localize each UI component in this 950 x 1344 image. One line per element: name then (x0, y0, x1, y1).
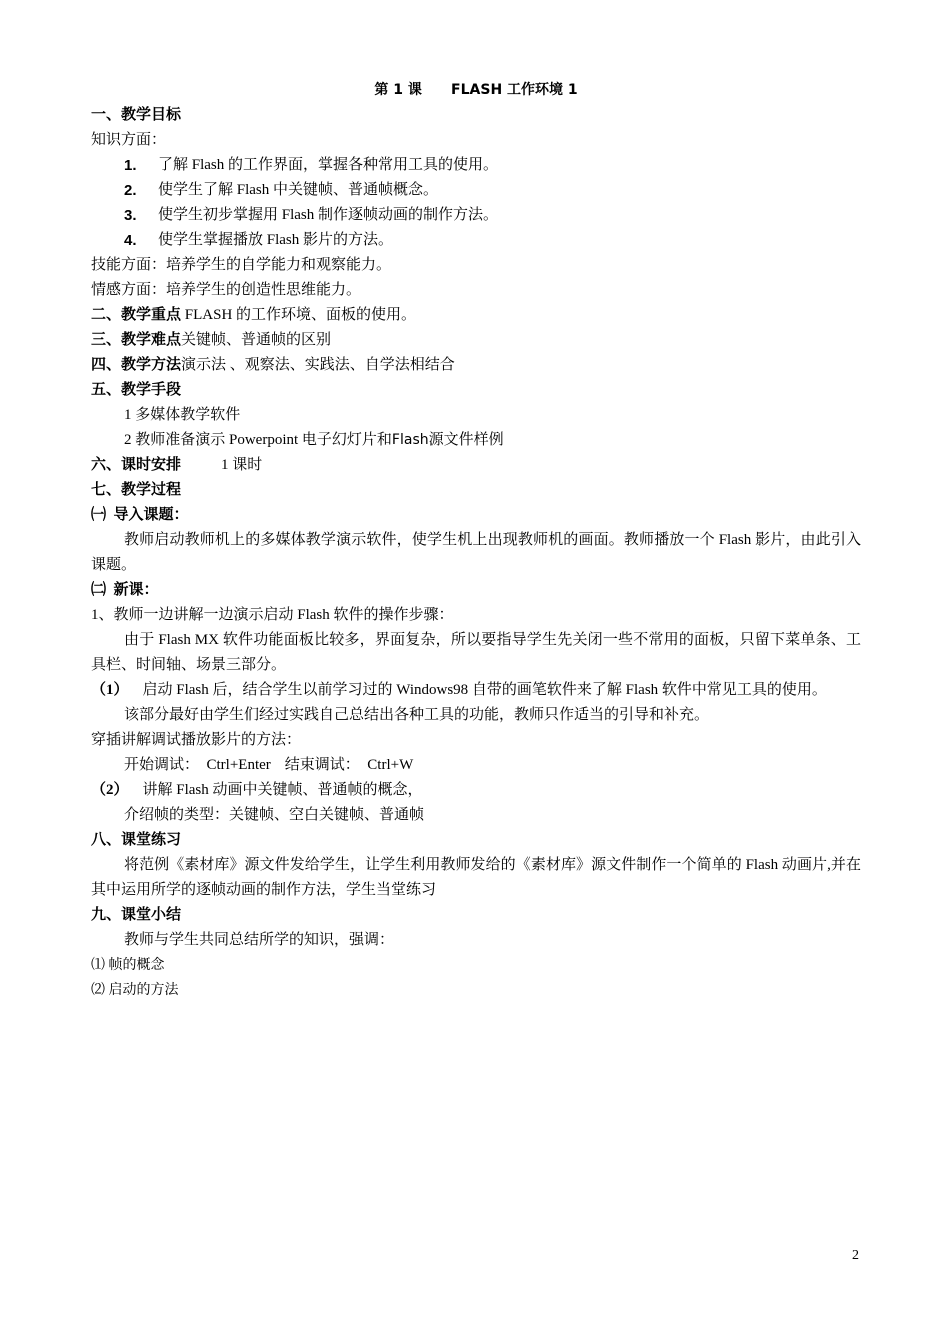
point-1-label: （1） (91, 682, 129, 698)
section-objectives-heading: 一、教学目标 (91, 107, 182, 123)
section-summary-heading: 九、课堂小结 (91, 907, 182, 923)
key-points-text: FLASH 的工作环境、面板的使用。 (181, 307, 417, 323)
means-item-text-end: 源文件样例 (428, 432, 504, 448)
new-lesson-heading: ㈡ 新课： (91, 582, 159, 598)
step-1: 1、教师一边讲解一边演示启动 Flash 软件的操作步骤： (91, 607, 454, 623)
objective-item (91, 178, 861, 203)
debug-start: 开始调试： Ctrl+Enter (124, 757, 271, 773)
section-practice-heading: 八、课堂练习 (91, 832, 182, 848)
section-schedule (91, 453, 861, 478)
objective-item (91, 228, 861, 253)
difficulties-heading: 三、教学难点 (91, 332, 182, 348)
skill-objective: 技能方面：培养学生的自学能力和观察能力。 (91, 257, 392, 273)
objective-item (91, 203, 861, 228)
difficulties-text: 关键帧、普通帧的区别 (181, 332, 332, 348)
point-2 (91, 778, 861, 803)
objective-number: 4. (124, 232, 137, 249)
schedule-text: 1 课时 (221, 457, 263, 473)
summary-text: 教师与学生共同总结所学的知识，强调： (124, 932, 395, 948)
objective-number: 3. (124, 207, 137, 224)
step-1-paragraph: 由于 Flash MX 软件功能面板比较多，界面复杂，所以要指导学生先关闭一些不常用的面板，只留下菜单条、工具栏、时间轴、场景三部分。 (91, 632, 861, 673)
section-process-heading: 七、教学过程 (91, 482, 182, 498)
means-item: 1 多媒体教学软件 (124, 407, 241, 423)
objective-text: 使学生了解 Flash 中关键帧、普通帧概念。 (158, 182, 439, 198)
knowledge-label: 知识方面： (91, 132, 167, 148)
summary-item: ⑴ 帧的概念 (91, 958, 165, 973)
methods-text: 演示法 、观察法、实践法、自学法相结合 (181, 357, 455, 373)
objective-text: 使学生掌握播放 Flash 影片的方法。 (158, 232, 394, 248)
document-page (91, 78, 861, 1003)
methods-heading: 四、教学方法 (91, 357, 182, 373)
point-2-note: 介绍帧的类型：关键帧、空白关键帧、普通帧 (124, 807, 425, 823)
point-2-label: （2） (91, 782, 129, 798)
debug-label: 穿插讲解调试播放影片的方法： (91, 732, 302, 748)
debug-end: 结束调试： Ctrl+W (284, 757, 414, 773)
point-2-text: 讲解 Flash 动画中关键帧、普通帧的概念， (142, 782, 423, 798)
point-1-paragraph (91, 678, 861, 703)
intro-paragraph: 教师启动教师机上的多媒体教学演示软件，使学生机上出现教师机的画面。教师播放一个 Flash 影片，由此引入课题。 (91, 532, 861, 573)
means-item-flash: Flash (391, 432, 429, 448)
objective-text: 了解 Flash 的工作界面，掌握各种常用工具的使用。 (158, 157, 499, 173)
means-item-text: 2 教师准备演示 Powerpoint 电子幻灯片和 (124, 432, 392, 448)
page-number: 2 (852, 1248, 859, 1263)
section-means-heading: 五、教学手段 (91, 382, 182, 398)
debug-shortcuts (91, 753, 861, 778)
point-1-note: 该部分最好由学生们经过实践自己总结出各种工具的功能，教师只作适当的引导和补充。 (124, 707, 710, 723)
emotion-objective: 情感方面：培养学生的创造性思维能力。 (91, 282, 362, 298)
key-points-heading: 二、教学重点 (91, 307, 182, 323)
section-key-points (91, 303, 861, 328)
means-item (91, 428, 861, 453)
objective-number: 2. (124, 182, 137, 199)
section-methods (91, 353, 861, 378)
schedule-heading: 六、课时安排 (91, 457, 182, 473)
lesson-title: 第 1 课 FLASH 工作环境 1 (374, 82, 578, 98)
point-1-text: 启动 Flash 后，结合学生以前学习过的 Windows98 自带的画笔软件来了解 Flash 软件中常见工具的使用。 (142, 682, 827, 698)
objective-item (91, 153, 861, 178)
section-difficulties (91, 328, 861, 353)
summary-item: ⑵ 启动的方法 (91, 983, 179, 998)
practice-paragraph: 将范例《素材库》源文件发给学生，让学生利用教师发给的《素材库》源文件制作一个简单的 Flash 动画片,并在其中运用所学的逐帧动画的制作方法，学生当堂练习 (91, 857, 861, 898)
objective-text: 使学生初步掌握用 Flash 制作逐帧动画的制作方法。 (158, 207, 499, 223)
intro-heading: ㈠ 导入课题： (91, 507, 189, 523)
objective-number: 1. (124, 157, 137, 174)
